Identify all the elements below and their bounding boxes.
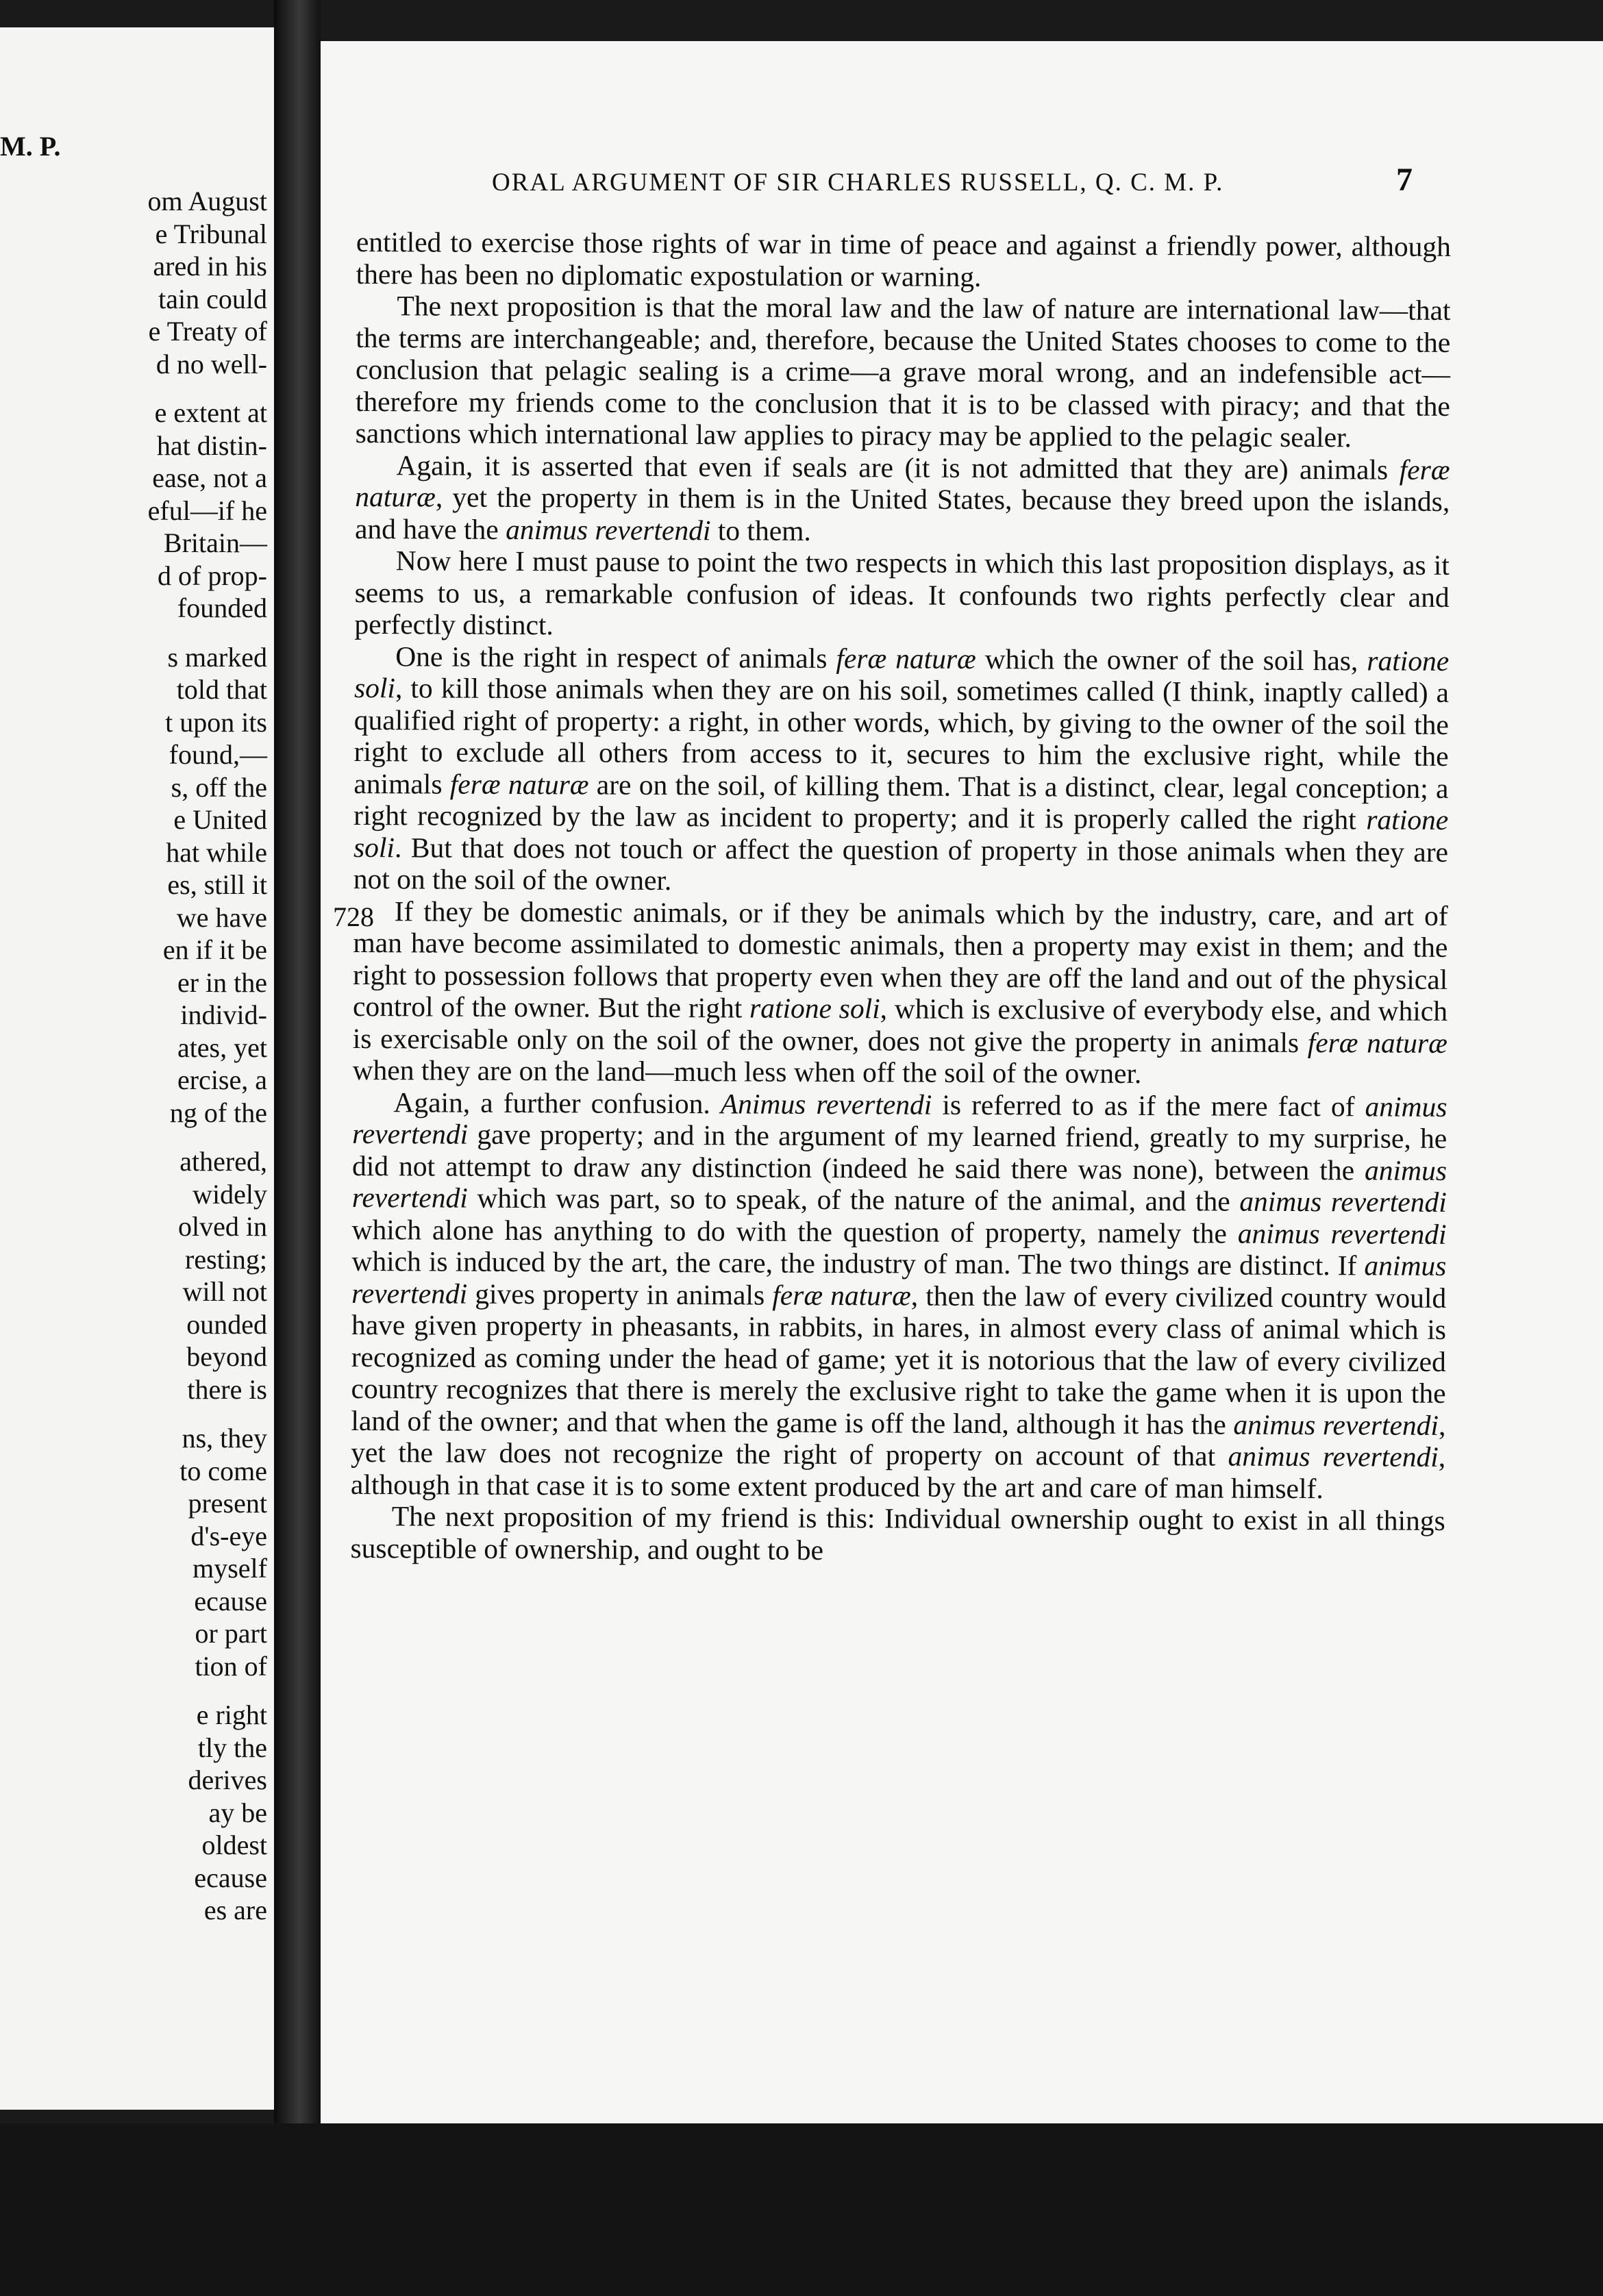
italic-term: ratione soli [749, 992, 880, 1025]
left-page-line: there is [187, 1373, 267, 1405]
italic-term: animus revertendi [352, 1090, 1447, 1150]
text-run: gave property; and in the argument of my learned friend, greatly to my surprise, he did not attempt to draw any distinction (indeed he said there was none), between the [351, 1118, 1447, 1186]
text-run: The next proposition is that the moral law and the law of nature are international law—that the terms are interchangeable; and, therefore, because the United States chooses to come to the conclusion that pelagic sealing is a crime—a grave moral wrong, and an indefensible act—therefore my friends come to the conclusion that it is to be classed with piracy; and that the sanctions which international law applies to piracy may be applied to the pelagic sealer. [355, 290, 1451, 453]
paragraph [350, 1500, 1445, 1569]
paragraph [356, 290, 1451, 453]
left-page-line: s, off the [171, 771, 267, 803]
left-page-line: hat while [166, 836, 267, 868]
left-page-line: we have [176, 901, 267, 933]
left-page-line: tly the [197, 1732, 267, 1763]
left-page-line: es, still it [167, 869, 267, 900]
italic-term: ratione soli [353, 803, 1449, 863]
left-page-line: ng of the [169, 1097, 267, 1128]
left-page-line: s marked [167, 641, 267, 673]
book-gutter [274, 0, 321, 2296]
text-run: Now here I must pause to point the two respects in which this last proposition displays, as it seems to us, a remarkable confusion of ideas. It confounds two rights perfectly clear and perfectly distinct. [354, 545, 1450, 641]
text-run: , which is exclusive of everybody else, and which is exercisable only on the soil of the owner, does not give the property in animals [352, 993, 1448, 1058]
left-page-line: d's-eye [190, 1520, 267, 1551]
margin-page-reference: 728 [333, 901, 374, 932]
body-text [350, 226, 1451, 1569]
left-page-line: individ- [180, 999, 267, 1030]
italic-term: animus revertendi [506, 513, 711, 546]
left-page-line: told that [176, 674, 267, 705]
text-run: , although in that case it is to some extent produced by the art and care of man himself. [350, 1440, 1446, 1504]
left-page-line: olved in [178, 1211, 267, 1242]
left-page-line: Britain— [163, 527, 267, 558]
left-page-line: e extent at [154, 397, 267, 428]
text-run: gives property in animals [467, 1277, 773, 1311]
text-run: , yet the property in them is in the United States, because they breed upon the islands, and have the [354, 481, 1450, 545]
paragraph [355, 449, 1450, 549]
italic-term: animus revertendi [1239, 1185, 1447, 1218]
italic-term: animus revertendi [351, 1153, 1447, 1214]
left-page-line: ared in his [153, 251, 267, 282]
italic-term: animus revertendi [1228, 1440, 1439, 1473]
italic-term: animus revertendi [1237, 1217, 1447, 1250]
text-run: The next proposition of my friend is this: Individual ownership ought to exist in all things susceptible of ownership, and ought to be [350, 1500, 1445, 1566]
left-page-line: founded [177, 592, 267, 623]
left-page-line: om August [147, 186, 267, 216]
text-run: to them. [710, 514, 811, 547]
left-page-line: ns, they [182, 1423, 267, 1453]
left-page-line: ates, yet [177, 1032, 267, 1063]
italic-term: ratione soli [353, 644, 1450, 704]
left-page-line: widely [192, 1178, 267, 1210]
left-page-line: tain could [158, 283, 267, 314]
left-page-line: oldest [201, 1830, 267, 1860]
left-page-line: present [188, 1488, 267, 1519]
left-page-line: M. P. [0, 131, 61, 162]
italic-term: animus revertendi [1233, 1408, 1439, 1441]
italic-term: feræ naturæ [772, 1279, 911, 1312]
left-page-line: found,— [169, 739, 267, 770]
right-page [321, 41, 1603, 2164]
left-page-line: athered, [179, 1146, 267, 1177]
text-run: . But that does not touch or affect the question of property in those animals when they are not on the soil of the owner. [353, 831, 1449, 897]
italic-term: feræ naturæ [836, 642, 976, 675]
left-page-line: or part [195, 1618, 267, 1649]
paragraph [351, 1086, 1447, 1504]
italic-term: Animus revertendi [720, 1087, 932, 1121]
text-run: when they are on the land—much less when off the soil of the owner. [352, 1053, 1142, 1090]
left-page-line: myself [192, 1553, 267, 1584]
running-head: ORAL ARGUMENT OF SIR CHARLES RUSSELL, Q. C. M. P. [492, 169, 1224, 197]
text-run: which the owner of the soil has, [976, 642, 1367, 676]
italic-term: animus revertendi [351, 1249, 1447, 1310]
italic-term: feræ naturæ [1307, 1026, 1447, 1059]
text-run: which was part, so to speak, of the nature of the animal, and the [467, 1182, 1240, 1217]
paragraph [353, 895, 1448, 1090]
left-page-line: hat distin- [156, 429, 267, 461]
left-facing-page [0, 27, 274, 2110]
left-page-line: d of prop- [158, 560, 267, 591]
left-page-line: t upon its [165, 706, 267, 738]
paragraph [354, 545, 1450, 645]
left-page-line: ay be [208, 1797, 267, 1828]
italic-term: feræ naturæ [449, 768, 589, 800]
left-page-line: d no well- [156, 348, 267, 379]
italic-term: feræ naturæ [355, 453, 1450, 513]
text-run: , to kill those animals when they are on his soil, sometimes called (I think, inaptly called) a qualified right of property: a right, in other words, which, by giving to the owner of the soil the right to exclude all others from access to it, secures to him the exclusive right, while the animals [353, 672, 1450, 800]
text-run: which is induced by the art, the care, the industry of man. The two things are distinct. If [351, 1245, 1365, 1282]
left-page-line: es are [203, 1895, 267, 1925]
text-run: One is the right in respect of animals [395, 640, 836, 674]
left-page-line: ercise, a [177, 1064, 267, 1095]
left-page-line: resting; [185, 1243, 267, 1275]
left-page-line: ounded [186, 1308, 267, 1340]
left-page-line: ease, not a [152, 462, 267, 493]
left-page-line: e United [173, 804, 267, 835]
left-page-line: ecause [194, 1862, 267, 1893]
text-run: Again, a further confusion. [393, 1086, 721, 1119]
text-run: , yet the law does not recognize the right of property on account of that [351, 1409, 1446, 1472]
paragraph [356, 226, 1451, 295]
text-run: which alone has anything to do with the question of property, namely the [351, 1213, 1238, 1249]
text-run: is referred to as if the mere fact of [932, 1088, 1365, 1122]
text-run: are on the soil, of killing them. That is a distinct, clear, legal conception; a right recognized by the law as incident to property; and it is properly called the right [353, 768, 1449, 836]
text-run: entitled to exercise those rights of war in time of peace and against a friendly power, although there has been no diplomatic expostulation or warning. [356, 226, 1451, 292]
left-page-line: beyond [186, 1341, 267, 1372]
left-page-line: en if it be [162, 934, 267, 965]
page-number: 7 [1396, 162, 1413, 198]
left-page-line: will not [182, 1276, 267, 1307]
left-page-line: er in the [177, 966, 267, 998]
left-page-line: e Treaty of [148, 316, 267, 347]
left-page-line: eful—if he [147, 495, 267, 526]
left-page-line: ecause [194, 1585, 267, 1617]
paragraph [353, 640, 1450, 899]
text-run: , then the law of every civilized country would have given property in pheasants, in rabbits, in hares, in almost every class of animal which is recognized as coming under the head of game; yet it is notorious that the law of every civilized country recognizes that there is merely the exclusive right to take the game when it is upon the land of the owner; and that when the game is off the land, although it has the [351, 1280, 1447, 1440]
left-page-line: tion of [195, 1650, 267, 1682]
text-run: Again, it is asserted that even if seals are (it is not admitted that they are) animals [396, 449, 1400, 486]
left-page-line: e right [196, 1699, 267, 1730]
left-page-line: e Tribunal [155, 218, 267, 249]
scan-background [0, 2123, 1603, 2296]
left-page-line: derives [188, 1764, 267, 1795]
left-page-line: to come [179, 1455, 267, 1486]
text-run: If they be domestic animals, or if they be animals which by the industry, care, and art of man have become assimilated to domestic animals, then a property may exist in them; and the right to possession follows that property even when they are off the land and out of the physical control of the owner. But the right [352, 895, 1448, 1024]
